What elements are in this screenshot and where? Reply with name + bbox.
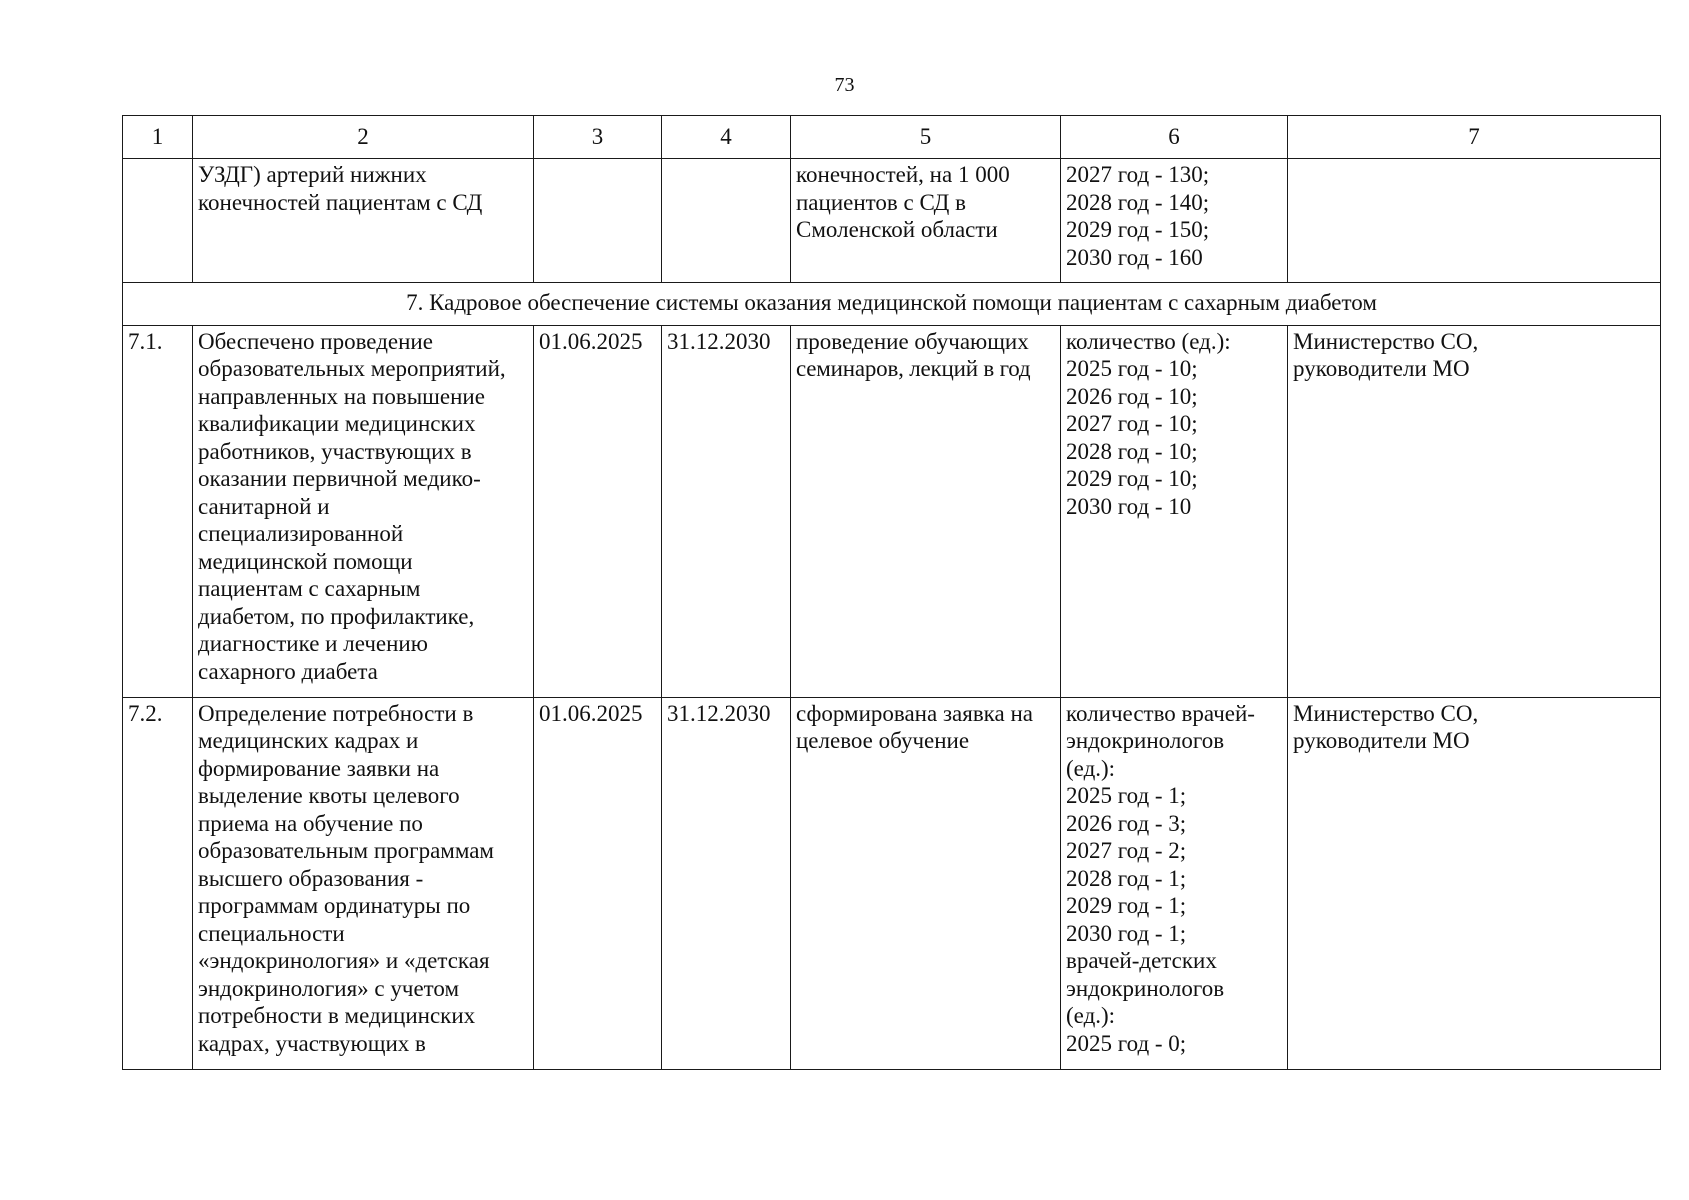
indicator-cell: [1061, 325, 1288, 697]
description-line: направленных на повышение: [198, 383, 485, 409]
column-number: 5: [791, 116, 1061, 159]
description-line: медицинских кадрах и: [198, 728, 419, 753]
start-date: 01.06.2025: [534, 325, 662, 697]
indicator-line: 2028 год - 140;: [1066, 189, 1210, 215]
result-line: конечностей, на 1 000: [796, 162, 1010, 187]
description-cell: [193, 159, 534, 283]
description-line: сахарного диабета: [198, 658, 378, 684]
description-line: формирование заявки на: [198, 755, 440, 781]
indicator-line: 2026 год - 3;: [1066, 810, 1187, 836]
indicator-line: 2030 год - 1;: [1066, 920, 1187, 946]
description-line: оказании первичной медико-: [198, 466, 481, 491]
column-number: 4: [662, 116, 791, 159]
section-row: [123, 283, 1661, 326]
description-line: диабетом, по профилактике,: [198, 603, 475, 629]
responsible-line: руководители МО: [1293, 728, 1470, 753]
indicator-line: 2025 год - 0;: [1066, 1030, 1187, 1056]
column-number: 7: [1288, 116, 1661, 159]
indicator-line: 2025 год - 1;: [1066, 783, 1187, 808]
responsible-line: Министерство СО,: [1293, 328, 1479, 354]
description-line: квалификации медицинских: [198, 411, 476, 436]
responsible-line: руководители МО: [1293, 356, 1470, 381]
description-line: УЗДГ) артерий нижних: [198, 162, 427, 187]
description-cell: [193, 325, 534, 697]
indicator-line: (ед.):: [1066, 1003, 1116, 1028]
column-number: 6: [1061, 116, 1288, 159]
description-line: санитарной и: [198, 493, 330, 519]
description-line: пациентам с сахарным: [198, 576, 421, 601]
indicator-line: эндокринологов: [1066, 975, 1225, 1001]
description-line: образовательных мероприятий,: [198, 356, 506, 381]
description-line: специальности: [198, 920, 345, 946]
responsible-cell: [1288, 325, 1661, 697]
indicator-line: 2027 год - 2;: [1066, 838, 1187, 863]
description-line: «эндокринология» и «детская: [198, 948, 490, 973]
end-date: 31.12.2030: [662, 697, 791, 1069]
indicator-cell: [1061, 159, 1288, 283]
description-line: диагностике и лечению: [198, 631, 428, 656]
row-number: 7.1.: [123, 325, 193, 697]
result-line: проведение обучающих: [796, 328, 1029, 354]
indicator-line: врачей-детских: [1066, 948, 1217, 973]
start-date-cell: [534, 159, 662, 283]
page-number: 73: [834, 74, 855, 96]
description-line: Определение потребности в: [198, 700, 474, 726]
description-line: кадрах, участвующих в: [198, 1030, 426, 1056]
description-line: приема на обучение по: [198, 810, 423, 836]
description-line: программам ординатуры по: [198, 893, 471, 918]
description-line: Обеспечено проведение: [198, 328, 433, 354]
indicator-line: 2029 год - 1;: [1066, 893, 1187, 918]
description-line: потребности в медицинских: [198, 1003, 476, 1028]
indicator-line: 2028 год - 10;: [1066, 438, 1198, 464]
measures-table: [122, 115, 1661, 1070]
result-cell: [791, 325, 1061, 697]
start-date: 01.06.2025: [534, 697, 662, 1069]
responsible-cell: [1288, 697, 1661, 1069]
column-number: 1: [123, 116, 193, 159]
indicator-line: (ед.):: [1066, 755, 1116, 781]
responsible-cell: [1288, 159, 1661, 283]
indicator-line: 2027 год - 10;: [1066, 411, 1198, 436]
column-number: 3: [534, 116, 662, 159]
section-title: 7. Кадровое обеспечение системы оказания медицинской помощи пациентам с сахарным диабетом: [123, 283, 1661, 326]
result-cell: [791, 697, 1061, 1069]
column-number: 2: [193, 116, 534, 159]
description-line: работников, участвующих в: [198, 438, 472, 464]
description-line: специализированной: [198, 521, 404, 546]
result-cell: [791, 159, 1061, 283]
indicator-line: количество врачей-: [1066, 700, 1255, 726]
description-line: медицинской помощи: [198, 548, 413, 574]
description-line: образовательным программам: [198, 838, 494, 863]
description-line: конечностей пациентам с СД: [198, 189, 483, 215]
description-cell: [193, 697, 534, 1069]
indicator-line: 2027 год - 130;: [1066, 162, 1210, 187]
indicator-line: 2030 год - 10: [1066, 493, 1192, 519]
indicator-line: 2026 год - 10;: [1066, 383, 1198, 409]
result-line: Смоленской области: [796, 217, 998, 242]
result-line: пациентов с СД в: [796, 189, 966, 215]
indicator-line: 2030 год - 160: [1066, 244, 1203, 270]
result-line: целевое обучение: [796, 728, 970, 753]
end-date-cell: [662, 159, 791, 283]
continuation-row: [123, 159, 1661, 283]
result-line: семинаров, лекций в год: [796, 356, 1031, 381]
indicator-line: 2029 год - 10;: [1066, 466, 1198, 491]
column-number-row: [123, 116, 1661, 159]
table-row: [123, 325, 1661, 697]
indicator-line: количество (ед.):: [1066, 328, 1231, 354]
row-number-cell: [123, 159, 193, 283]
indicator-cell: [1061, 697, 1288, 1069]
indicator-line: эндокринологов: [1066, 728, 1225, 753]
result-line: сформирована заявка на: [796, 700, 1033, 726]
end-date: 31.12.2030: [662, 325, 791, 697]
row-number: 7.2.: [123, 697, 193, 1069]
description-line: высшего образования -: [198, 865, 424, 891]
indicator-line: 2025 год - 10;: [1066, 356, 1198, 381]
responsible-line: Министерство СО,: [1293, 700, 1479, 726]
table-row: [123, 697, 1661, 1069]
description-line: выделение квоты целевого: [198, 783, 460, 808]
description-line: эндокринология» с учетом: [198, 975, 460, 1001]
indicator-line: 2029 год - 150;: [1066, 217, 1210, 242]
indicator-line: 2028 год - 1;: [1066, 865, 1187, 891]
